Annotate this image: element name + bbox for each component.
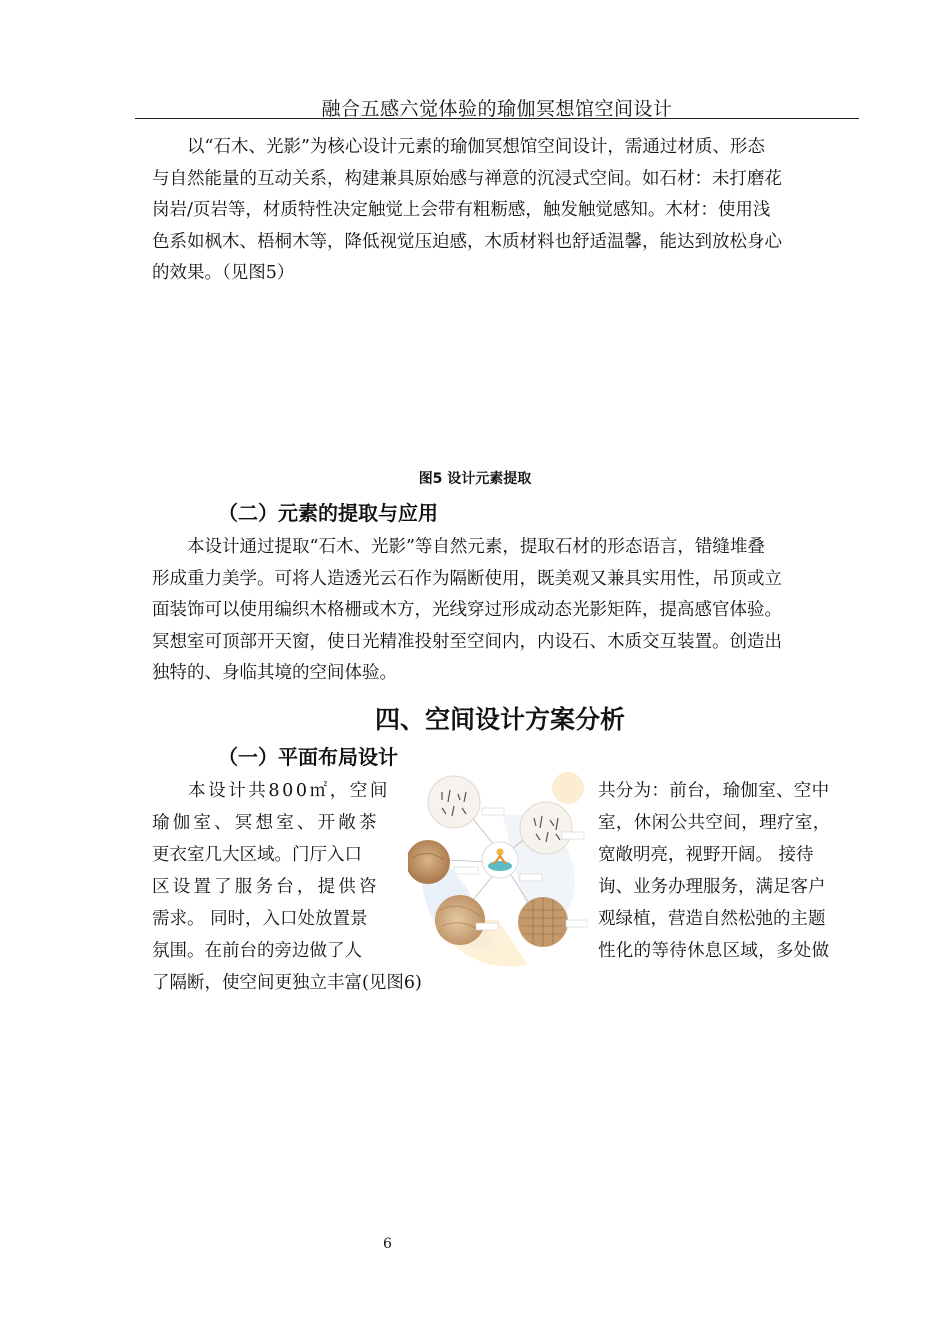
text-line: 岗岩/页岩等，材质特性决定触觉上会带有粗粝感，触发触觉感知。木材：使用浅: [152, 200, 771, 220]
text-line: 以“石木、光影”为核心设计元素的瑜伽冥想馆空间设计，需通过材质、形态: [187, 137, 765, 157]
paragraph-elements: [152, 532, 848, 690]
text-line: 的效果。（见图5）: [152, 263, 295, 283]
text-line: 本设计共800㎡，空间: [188, 781, 391, 801]
text-line: 共分为：前台，瑜伽室、空中: [598, 781, 830, 801]
section-heading: （一）平面布局设计: [218, 745, 398, 769]
paragraph-materials: [152, 132, 848, 290]
text-line: 观绿植，营造自然松弛的主题: [598, 909, 826, 929]
text-line: 瑜伽室、冥想室、开敞茶: [152, 813, 380, 833]
text-line: 需求。 同时，入口处放置景: [152, 909, 368, 929]
section-heading: （二）元素的提取与应用: [218, 501, 438, 525]
figure-caption: 图5 设计元素提取: [418, 471, 532, 487]
page-number: 6: [383, 1236, 392, 1252]
running-header: 融合五感六觉体验的瑜伽冥想馆空间设计: [321, 98, 673, 120]
text-line: 本设计通过提取“石木、光影”等自然元素，提取石材的形态语言，错缝堆叠: [187, 537, 765, 557]
header-rule: [135, 118, 859, 119]
text-line: 面装饰可以使用编织木格栅或木方，光线穿过形成动态光影矩阵，提高感官体验。: [152, 600, 782, 620]
text-line: 色系如枫木、梧桐木等，降低视觉压迫感，木质材料也舒适温馨，能达到放松身心: [152, 231, 782, 252]
element-collage-image: [408, 770, 588, 980]
text-line: 宽敞明亮，视野开阔。 接待: [598, 845, 814, 865]
text-line: 区设置了服务台，提供咨: [152, 877, 380, 897]
text-line: 形成重力美学。可将人造透光云石作为隔断使用，既美观又兼具实用性，吊顶或立: [152, 568, 782, 589]
text-line: 氛围。在前台的旁边做了人: [152, 941, 362, 961]
text-line: 了隔断，使空间更独立丰富(见图6): [152, 973, 422, 993]
text-line: 冥想室可顶部开天窗，使日光精准投射至空间内，内设石、木质交互装置。创造出: [152, 631, 782, 652]
text-line: 更衣室几大区域。门厅入口: [152, 845, 362, 865]
text-line: 与自然能量的互动关系，构建兼具原始感与禅意的沉浸式空间。如石材：未打磨花: [152, 168, 782, 189]
figure-design-elements: [408, 770, 588, 980]
text-line: 询、业务办理服务，满足客户: [598, 877, 826, 897]
chapter-heading: 四、空间设计方案分析: [374, 705, 625, 734]
text-line: 独特的、身临其境的空间体验。: [152, 663, 397, 683]
text-line: 室，休闲公共空间，理疗室，: [598, 813, 831, 833]
text-line: 性化的等待休息区域，多处做: [598, 941, 830, 961]
